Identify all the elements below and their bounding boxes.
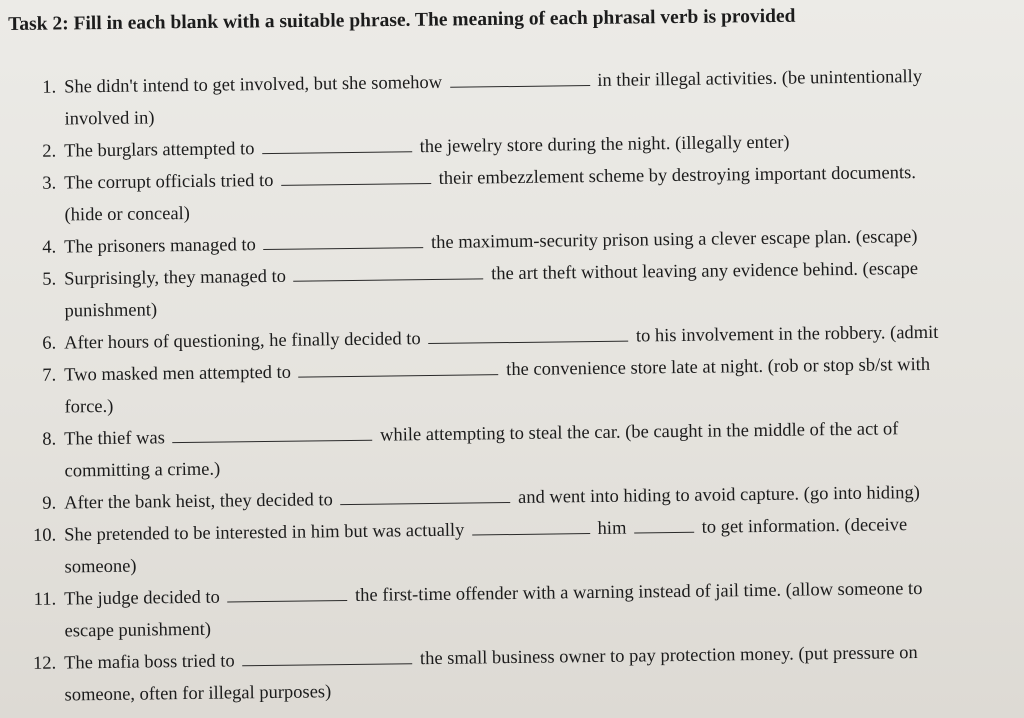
question-number: 3. (42, 173, 57, 194)
question-before: She didn't intend to get involved, but she somehow (64, 72, 443, 98)
question-3 (22, 156, 1011, 232)
answer-blank[interactable] (242, 643, 412, 666)
question-before: The burglars attempted to (64, 139, 255, 162)
question-before: The corrupt officials tried to (64, 170, 274, 194)
question-number: 12. (32, 653, 57, 674)
question-before: The prisoners managed to (64, 235, 256, 258)
answer-blank[interactable] (450, 65, 590, 88)
question-number: 7. (42, 365, 57, 386)
answer-blank[interactable] (262, 131, 412, 154)
question-text (64, 252, 1011, 328)
question-continuation: (hide or conceal) (64, 203, 191, 226)
question-after: the maximum-security prison using a clever escape plan. (escape) (430, 227, 918, 254)
question-10 (22, 508, 1011, 584)
question-1 (22, 60, 1011, 136)
question-text (64, 572, 1011, 648)
answer-blank[interactable] (340, 482, 510, 505)
question-12 (22, 636, 1011, 712)
answer-blank-particle[interactable] (634, 512, 694, 534)
question-11 (22, 572, 1011, 648)
question-number: 10. (32, 525, 57, 546)
question-number: 6. (42, 333, 57, 354)
question-continuation: someone, often for illegal purposes) (64, 682, 332, 706)
question-after: to his involvement in the robbery. (admit (635, 322, 939, 347)
question-number: 2. (42, 141, 57, 162)
question-after: and went into hiding to avoid capture. (go into hiding) (517, 483, 920, 508)
question-number: 9. (42, 493, 57, 514)
question-number: 5. (42, 269, 57, 290)
question-number: 4. (42, 237, 57, 258)
question-after: while attempting to steal the car. (be caught in the middle of the act of (379, 419, 899, 446)
question-number: 8. (42, 429, 57, 450)
answer-blank[interactable] (298, 354, 498, 377)
question-before: The judge decided to (64, 587, 220, 610)
question-after: the first-time offender with a warning instead of jail time. (allow someone to (354, 579, 923, 606)
answer-blank[interactable] (472, 513, 590, 535)
question-after: the small business owner to pay protection money. (put pressure on (419, 643, 918, 670)
question-number: 1. (42, 77, 57, 98)
question-5 (22, 252, 1011, 328)
answer-blank[interactable] (263, 227, 423, 250)
question-before: Surprisingly, they managed to (64, 266, 287, 290)
question-after: the jewelry store during the night. (illegally enter) (419, 132, 790, 158)
question-text (64, 636, 1011, 712)
question-text (64, 412, 1011, 488)
question-after: the art theft without leaving any evidence behind. (escape (491, 259, 919, 285)
question-middle: him (597, 518, 627, 539)
question-continuation: escape punishment) (64, 619, 212, 642)
question-after: the convenience store late at night. (rob or stop sb/st with (506, 354, 931, 381)
question-before: The mafia boss tried to (64, 651, 235, 674)
answer-blank[interactable] (227, 580, 347, 602)
question-before: After the bank heist, they decided to (64, 490, 333, 514)
question-before: Two masked men attempted to (64, 362, 292, 386)
question-number: 11. (33, 589, 57, 610)
question-text (64, 156, 1011, 232)
question-after: their embezzlement scheme by destroying important documents. (438, 163, 917, 189)
question-8 (22, 412, 1011, 488)
answer-blank[interactable] (428, 321, 628, 344)
question-text (64, 60, 1011, 136)
question-continuation: force.) (64, 396, 114, 418)
question-before: She pretended to be interested in him but was actually (64, 520, 465, 546)
question-continuation: punishment) (64, 300, 158, 322)
question-after: in their illegal activities. (be unintentionally (597, 67, 923, 91)
question-text (64, 348, 1011, 424)
question-continuation: someone) (64, 556, 137, 578)
question-continuation: involved in) (64, 108, 155, 130)
question-before: The thief was (64, 428, 165, 450)
question-continuation: committing a crime.) (64, 459, 221, 482)
task-title: Task 2: Fill in each blank with a suitable phrase. The meaning of each phrasal verb is provided (8, 5, 796, 35)
question-before: After hours of questioning, he finally decided to (64, 329, 421, 354)
answer-blank[interactable] (293, 258, 483, 281)
question-text (64, 508, 1011, 584)
question-after: to get information. (deceive (701, 515, 908, 538)
question-7 (22, 348, 1011, 424)
answer-blank[interactable] (172, 420, 372, 443)
answer-blank[interactable] (281, 163, 431, 186)
